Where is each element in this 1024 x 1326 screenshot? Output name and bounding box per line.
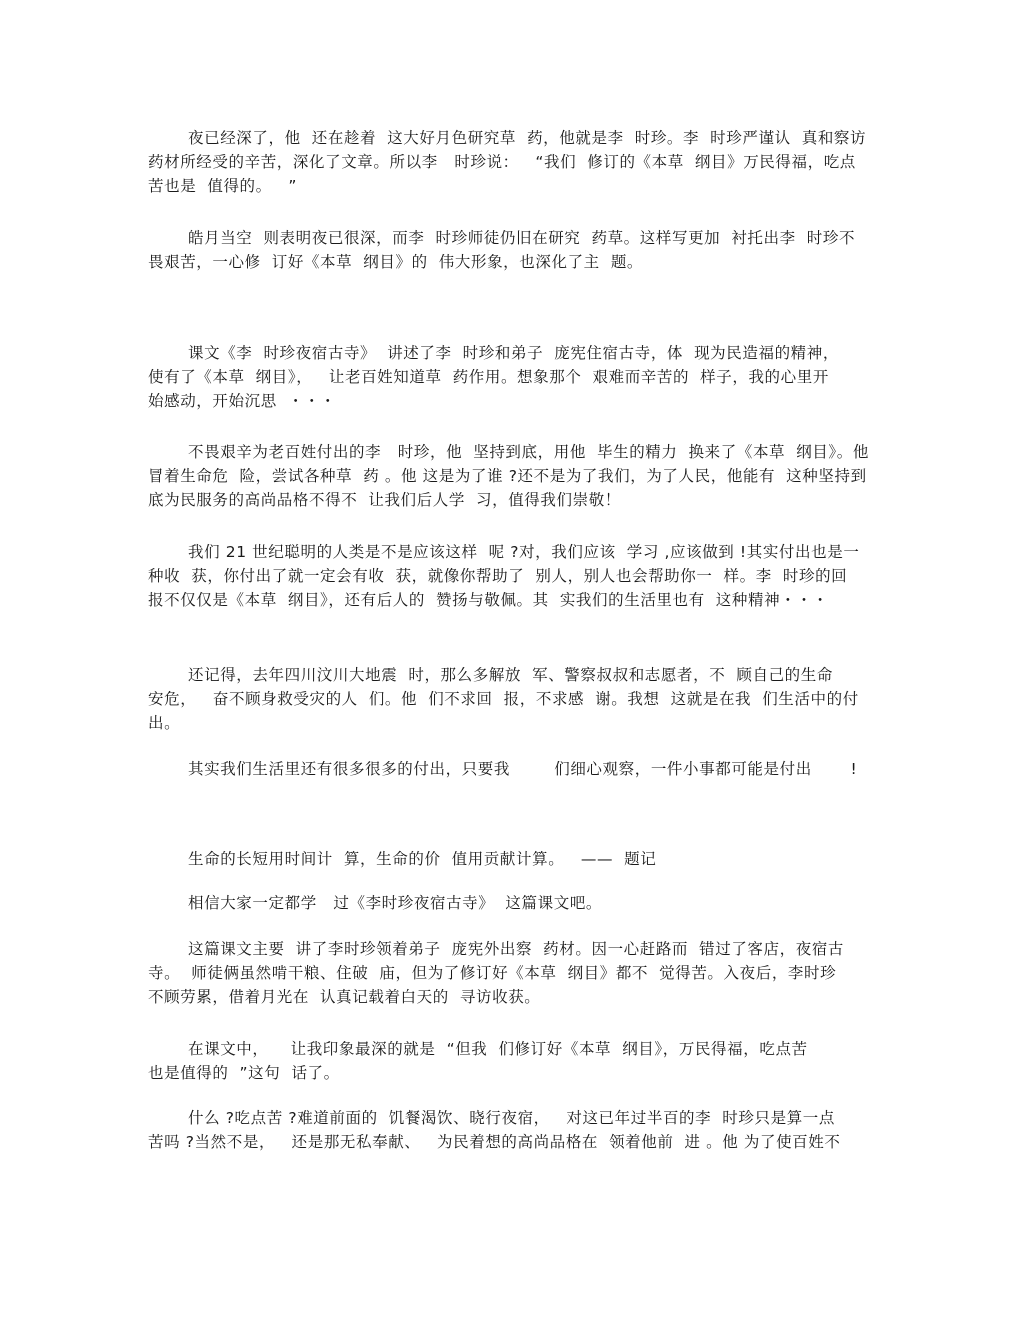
text-line: 课文《李 时珍夜宿古寺》 讲述了李 时珍和弟子 庞宪住宿古寺，体 现为民造福的精神，: [188, 344, 839, 362]
paragraph-3: [148, 341, 888, 413]
text-line: 苦也是 值得的。 ”: [148, 177, 297, 195]
text-line: 药材所经受的辛苦，深化了文章。所以李 时珍说： “我们 修订的《本草 纲目》万民得福，吃点: [148, 153, 856, 171]
paragraph-10: [148, 937, 888, 1009]
text-line: 生命的长短用时间计 算，生命的价 值用贡献计算。 —— 题记: [188, 850, 657, 868]
text-line: 在课文中， 让我印象最深的就是 “但我 们修订好《本草 纲目》，万民得福，吃点苦: [188, 1040, 808, 1058]
text-line: 还记得，去年四川汶川大地震 时，那么多解放 军、警察叔叔和志愿者，不 顾自己的生命: [188, 666, 833, 684]
paragraph-4: [148, 440, 888, 512]
text-line: 出。: [148, 714, 181, 732]
text-line: 皓月当空 则表明夜已很深，而李 时珍师徒仍旧在研究 药草。这样写更加 衬托出李 时珍不: [188, 229, 856, 247]
text-line: 始感动，开始沉思 ・・・: [148, 392, 337, 410]
paragraph-1: [148, 126, 888, 198]
text-line: 底为民服务的高尚品格不得不 让我们后人学 习，值得我们崇敬！: [148, 491, 621, 509]
paragraph-9: [148, 891, 888, 915]
text-line: 夜已经深了，他 还在趁着 这大好月色研究草 药，他就是李 时珍。李 时珍严谨认 真和察访: [188, 129, 867, 147]
paragraph-6: [148, 663, 888, 735]
text-line: 使有了《本草 纲目》， 让老百姓知道草 药作用。想象那个 艰难而辛苦的 样子，我的心里开: [148, 368, 829, 386]
paragraph-5: [148, 540, 888, 612]
text-line: 报不仅仅是《本草 纲目》，还有后人的 赞扬与敬佩。其 实我们的生活里也有 这种精神・・・: [148, 591, 829, 609]
text-line: 安危， 奋不顾身救受灾的人 们。他 们不求回 报，不求感 谢。我想 这就是在我 们生活中的付: [148, 690, 859, 708]
text-line: 不顾劳累，借着月光在 认真记载着白天的 寻访收获。: [148, 988, 541, 1006]
text-line: 这篇课文主要 讲了李时珍领着弟子 庞宪外出察 药材。因一心赶路而 错过了客店，夜宿古: [188, 940, 845, 958]
paragraph-12: [148, 1106, 888, 1154]
paragraph-11: [148, 1037, 888, 1085]
text-line: 苦吗 ?当然不是， 还是那无私奉献、 为民着想的高尚品格在 领着他前 进 。他 为了使百姓不: [148, 1133, 841, 1151]
text-line: 我们 21 世纪聪明的人类是不是应该这样 呢 ?对，我们应该 学习 ,应该做到 !其实付出也是一: [188, 543, 860, 561]
text-line: 相信大家一定都学 过《李时珍夜宿古寺》 这篇课文吧。: [188, 894, 603, 912]
text-line: 寺。 师徒俩虽然啃干粮、住破 庙，但为了修订好《本草 纲目》都不 觉得苦。入夜后，李时珍: [148, 964, 837, 982]
text-line: 畏艰苦，一心修 订好《本草 纲目》的 伟大形象，也深化了主 题。: [148, 253, 644, 271]
text-line: 冒着生命危 险，尝试各种草 药 。他 这是为了谁 ?还不是为了我们，为了人民，他能有 这种坚持到: [148, 467, 867, 485]
paragraph-8: [148, 847, 888, 871]
text-line: 也是值得的 ”这句 话了。: [148, 1064, 340, 1082]
text-line: 其实我们生活里还有很多很多的付出，只要我 们细心观察，一件小事都可能是付出 !: [188, 760, 858, 778]
text-line: 种收 获，你付出了就一定会有收 获，就像你帮助了 别人，别人也会帮助你一 样。李 时珍的回: [148, 567, 848, 585]
paragraph-7: [148, 757, 888, 781]
text-line: 不畏艰辛为老百姓付出的李 时珍，他 坚持到底，用他 毕生的精力 换来了《本草 纲目》。他: [188, 443, 869, 461]
paragraph-2: [148, 226, 888, 274]
text-line: 什么 ?吃点苦 ?难道前面的 饥餐渴饮、晓行夜宿， 对这已年过半百的李 时珍只是算一点: [188, 1109, 835, 1127]
